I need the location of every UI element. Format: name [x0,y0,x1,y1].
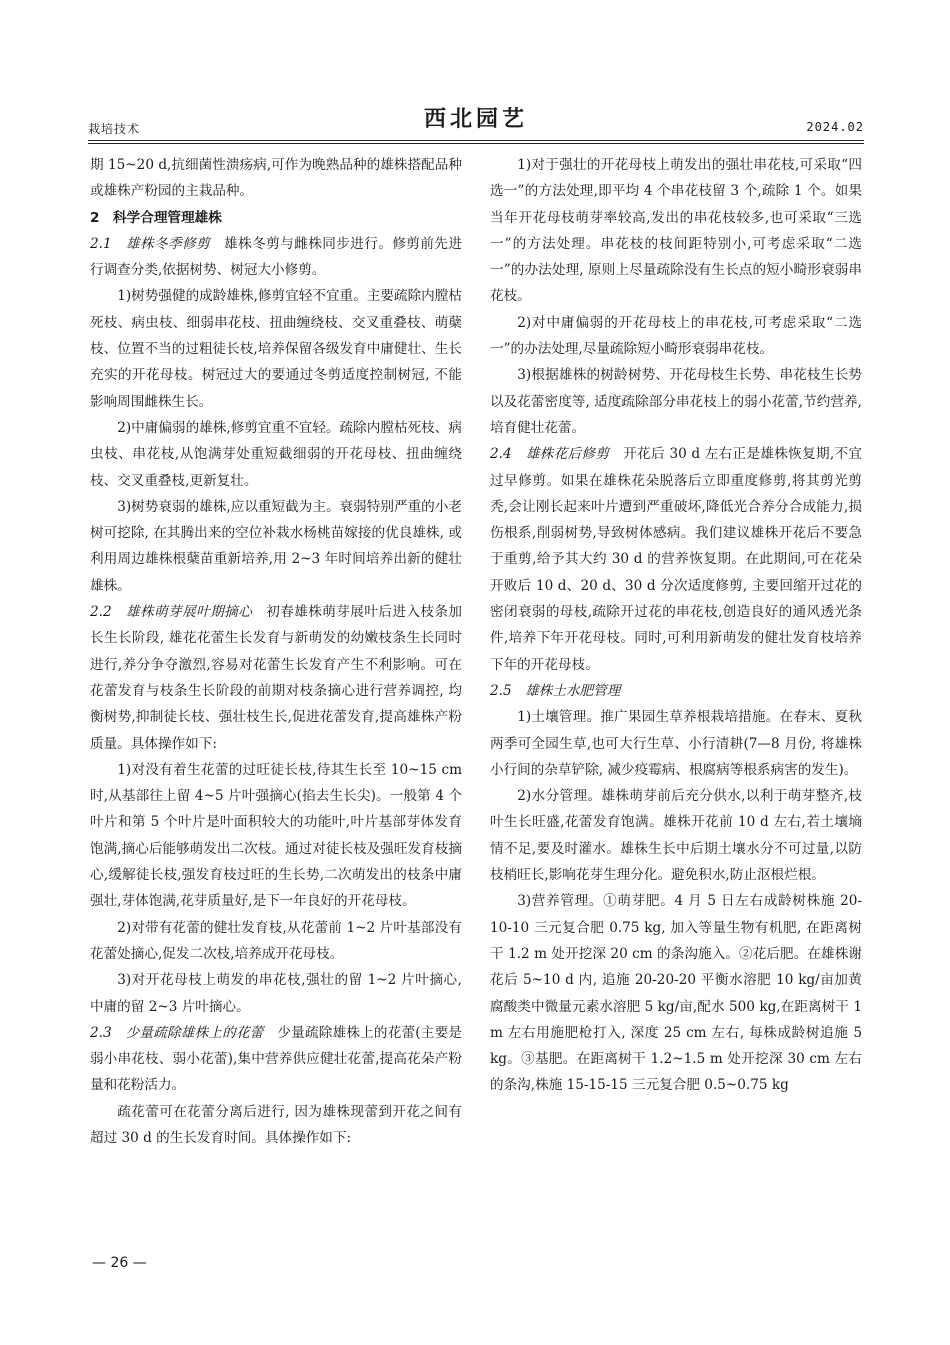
subsection-heading: 2.5 雄株土水肥管理 [490,682,621,699]
subsection-heading: 2.4 雄株花后修剪 [490,446,624,463]
body-paragraph: 3)对开花母枝上萌发的串花枝,强壮的留 1~2 片叶摘心,中庸的留 2~3 片叶摘心。 [90,972,462,1015]
body-paragraph: 2)中庸偏弱的雄株,修剪宜重不宜轻。疏除内膛枯死枝、病虫枝、串花枝,从饱满芽处重短截细弱的开花母枝、扭曲缠绕枝、交叉重叠枝,更新复壮。 [90,419,462,489]
subsection-paragraph [490,441,862,678]
body-paragraph: 3)树势衰弱的雄株,应以重短截为主。衰弱特别严重的小老树可挖除, 在其腾出来的空位补栽水杨桃苗嫁接的优良雄株, 或利用周边雄株根蘖苗重新培养,用 2~3 年时间培养出新的健壮雄株。 [90,498,462,594]
subsection-paragraph [90,599,462,757]
subsection-paragraph [90,1020,462,1099]
header-rule [88,140,864,141]
body-paragraph: 1)土壤管理。推广果园生草养根栽培措施。在春末、夏秋两季可全园生草,也可大行生草、小行清耕(7—8 月份, 将雄株小行间的杂草铲除, 减少疫霉病、根腐病等根系病害的发生)。 [490,709,862,778]
left-column [90,152,462,1151]
paragraph-text: 雄株冬剪与雌株同步进行。修剪前先进行调查分类,依据树势、树冠大小修剪。 [90,235,463,279]
page-header [88,102,864,136]
subsection-paragraph [90,231,462,284]
right-column [490,152,862,1099]
body-paragraph: 1)树势强健的成龄雄株,修剪宜轻不宜重。主要疏除内膛枯死枝、病虫枝、细弱串花枝、扭曲缠绕枝、交叉重叠枝、萌蘖枝、位置不当的过粗徒长枝,培养保留各级发育中庸健壮、生长充实的开花母枝。树冠过大的要通过冬剪适度控制树冠, 不能影响周围雌株生长。 [90,288,462,410]
paragraph-text: 少量疏除雄株上的花蕾(主要是弱小串花枝、弱小花蕾),集中营养供应健壮花蕾,提高花朵产粉量和花粉活力。 [90,1024,462,1094]
section-heading: 2 科学合理管理雄株 [90,209,222,226]
journal-logo: 西北园艺 [423,106,529,132]
body-paragraph: 2)水分管理。雄株萌芽前后充分供水,以利于萌芽整齐,枝叶生长旺盛,花蕾发育饱满。雄株开花前 10 d 左右,若土壤墒情不足,要及时灌水。雄株生长中后期土壤水分不可过量,以防枝梢旺长,影响花芽生理分化。避免积水,防止沤根烂根。 [490,788,862,884]
page-number: — 26 — [92,1255,147,1271]
body-paragraph: 期 15~20 d,抗细菌性溃疡病,可作为晚熟品种的雄株搭配品种或雄株产粉园的主栽品种。 [90,157,462,200]
body-paragraph: 2)对带有花蕾的健壮发育枝,从花蕾前 1~2 片叶基部没有花蕾处摘心,促发二次枝,培养成开花母枝。 [90,919,462,962]
subsection-paragraph [490,678,862,704]
paragraph-text: 开花后 30 d 左右正是雄株恢复期,不宜过早修剪。如果在雄株花朵脱落后立即重度修剪,将其剪光剪秃,会让刚长起来叶片遭到严重破坏,降低光合养分合成能力,损伤根系,削弱树势,导致树体感病。我们建议雄株开花后不要急于重剪,给予其大约 30 d 的营养恢复期。在此期间,可在花朵开败后 10 d、20 d、30 d 分次适度修剪, 主要回缩开过花的密闭衰弱的母枝,疏除开过花的串花枝,创造良好的通风透光条件,培养下年开花母枝。同时,可利用新萌发的健壮发育枝培养下年的开花母枝。 [490,446,862,673]
subsection-heading: 2.3 少量疏除雄株上的花蕾 [90,1024,278,1041]
section-label: 栽培技术 [88,122,141,136]
body-paragraph: 1)对于强壮的开花母枝上萌发出的强壮串花枝,可采取“四选一”的方法处理,即平均 4 个串花枝留 3 个,疏除 1 个。如果当年开花母枝萌芽率较高,发出的串花枝较多,也可采取“三选一”的方法处理。串花枝的枝间距特别小,可考虑采取“二选一”的办法处理, 原则上尽量疏除没有生长点的短小畸形衰弱串花枝。 [490,157,862,305]
subsection-heading: 2.2 雄株萌芽展叶期摘心 [90,604,267,621]
subsection-heading: 2.1 雄株冬季修剪 [90,235,225,252]
body-paragraph: 1)对没有着生花蕾的过旺徒长枝,待其生长至 10~15 cm 时,从基部往上留 4~5 片叶强摘心(掐去生长尖)。一般第 4 个叶片和第 5 个叶片是叶面积较大的功能叶,叶片基部芽体发育饱满,摘心后能够萌发出二次枝。通过对徒长枝及强旺发育枝摘心,缓解徒长枝,强发育枝过旺的生长势,二次萌发出的枝条中庸强壮,芽体饱满,花芽质量好,是下一年良好的开花母枝。 [90,761,462,910]
body-paragraph: 3)根据雄株的树龄树势、开花母枝生长势、串花枝生长势以及花蕾密度等, 适度疏除部分串花枝上的弱小花蕾,节约营养,培育健壮花蕾。 [490,367,862,436]
body-paragraph: 3)营养管理。①萌芽肥。4 月 5 日左右成龄树株施 20-10-10 三元复合肥 0.75 kg, 加入等量生物有机肥, 在距离树干 1.2 m 处开挖深 20 cm 的条沟施入。②花后肥。在雄株谢花后 5~10 d 内, 追施 20-20-20 平衡水溶肥 10 kg/亩加黄腐酸类中微量元素水溶肥 5 kg/亩,配水 500 kg,在距离树干 1 m 左右用施肥枪打入, 深度 25 cm 左右, 每株成龄树追施 5 kg。③基肥。在距离树干 1.2~1.5 m 处开挖深 30 cm 左右的条沟,株施 15-15-15 三元复合肥 0.5~0.75 kg [490,893,862,1094]
body-paragraph: 2)对中庸偏弱的开花母枝上的串花枝,可考虑采取“二选一”的办法处理,尽量疏除短小畸形衰弱串花枝。 [490,314,862,358]
paragraph-text: 初春雄株萌芽展叶后进入枝条加长生长阶段, 雄花花蕾生长发育与新萌发的幼嫩枝条生长同时进行,养分争夺激烈,容易对花蕾生长发育产生不利影响。可在花蕾发育与枝条生长阶段的前期对枝条摘心进行营养调控, 均衡树势,抑制徒长枝、强壮枝生长,促进花蕾发育,提高雄株产粉质量。具体操作如下: [90,604,463,752]
header-rule [88,143,864,144]
issue-label: 2024.02 [806,120,864,134]
body-paragraph: 疏花蕾可在花蕾分离后进行, 因为雄株现蕾到开花之间有超过 30 d 的生长发育时间。具体操作如下: [90,1103,462,1146]
